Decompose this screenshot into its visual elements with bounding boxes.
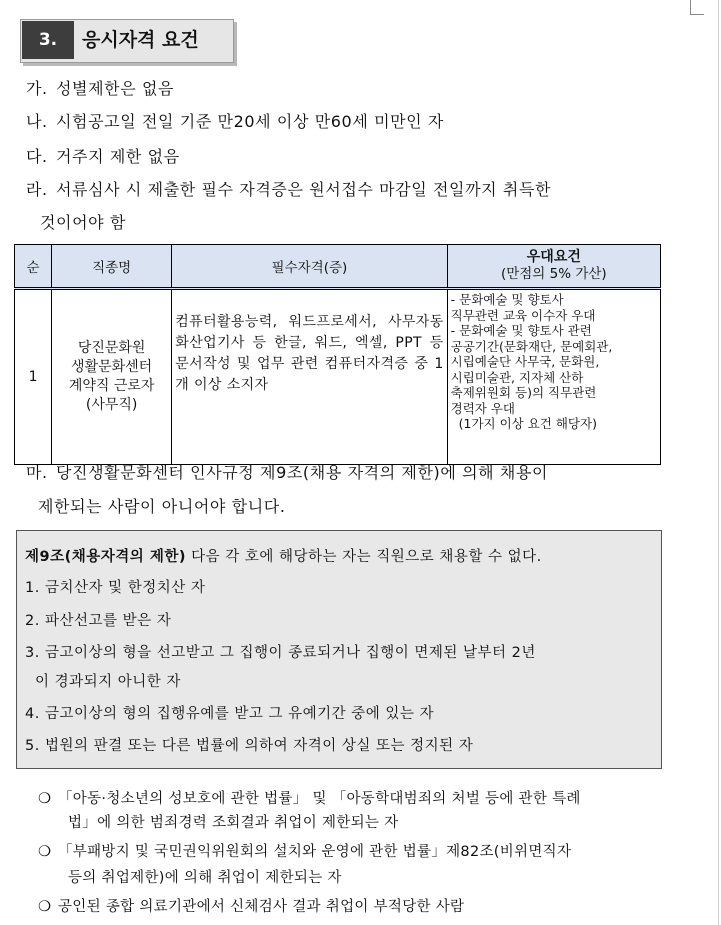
header-no: 순 xyxy=(15,245,52,289)
section-number: 3. xyxy=(22,21,74,59)
regulation-clause: 4. 금고이상의 형의 집행유예를 받고 그 유예기간 중에 있는 자 xyxy=(25,706,434,722)
item-marker: 라. xyxy=(26,180,48,199)
regulation-box xyxy=(16,530,662,769)
job-line: 당진문화원 xyxy=(77,340,146,356)
bullet-item xyxy=(38,840,571,861)
regulation-clause: 2. 파산선고를 받은 자 xyxy=(25,613,172,629)
header-benefit-sub: (만점의 5% 가산) xyxy=(500,266,607,282)
benefit-line: 시립예술단 사무국, 문화원, xyxy=(450,354,600,369)
cell-job xyxy=(52,289,172,465)
regulation-clause: 3. 금고이상의 형을 선고받고 그 집행이 종료되거나 집행이 면제된 날부터 2년 xyxy=(25,645,536,661)
requirement-item xyxy=(26,460,548,483)
section-title: 응시자격 요건 xyxy=(82,29,199,51)
benefit-line: 직무관련 교육 이수자 우대 xyxy=(450,307,596,323)
requirement-item xyxy=(26,76,174,99)
header-job: 직종명 xyxy=(52,245,172,289)
bullet-continuation: 법」에 의한 범죄경력 조회결과 취업이 제한되는 자 xyxy=(68,815,399,831)
margin-mark xyxy=(690,0,691,14)
benefit-line: 경력자 우대 xyxy=(450,400,515,416)
job-line: 생활문화센터 xyxy=(71,359,153,375)
item-text: 서류심사 시 제출한 필수 자격증은 원서접수 마감일 전일까지 취득한 xyxy=(56,180,552,199)
header-qualification: 필수자격(증) xyxy=(172,245,447,289)
regulation-clause: 5. 법원의 판결 또는 다른 법률에 의하여 자격이 상실 또는 정지된 자 xyxy=(25,738,474,754)
benefit-line: 시립미술관, 지자체 산하 xyxy=(450,369,584,385)
cell-qualification xyxy=(172,289,447,465)
bullet-text: 「부패방지 및 국민권익위원회의 설치와 운영에 관한 법률」제82조(비위면직자 xyxy=(58,844,572,860)
header-benefit xyxy=(447,245,660,289)
item-text: 성별제한은 없음 xyxy=(56,79,175,98)
header-benefit-title: 우대요건 xyxy=(526,249,581,265)
requirement-item xyxy=(26,177,551,200)
qualification-table xyxy=(14,244,661,465)
item-marker: 다. xyxy=(26,147,48,166)
item-marker: 마. xyxy=(26,463,48,482)
item-text: 거주지 제한 없음 xyxy=(56,147,180,166)
requirement-item xyxy=(26,144,180,167)
benefit-line: 축제위원회 등)의 직무관련 xyxy=(450,385,597,400)
bullet-text: 「아동·청소년의 성보호에 관한 법률」 및 「아동학대범죄의 처벌 등에 관한 특례 xyxy=(58,791,581,807)
item-continuation: 것이어야 함 xyxy=(40,213,126,232)
item-continuation: 제한되는 사람이 아니어야 합니다. xyxy=(38,497,286,516)
requirement-item xyxy=(26,109,444,132)
circle-bullet-icon: ❍ xyxy=(38,899,52,915)
table-header-row xyxy=(15,245,661,289)
cell-no: 1 xyxy=(15,289,52,465)
bullet-item xyxy=(38,787,581,808)
regulation-heading-rest: 다음 각 호에 해당하는 자는 직원으로 채용할 수 없다. xyxy=(185,549,542,565)
margin-mark xyxy=(690,14,704,15)
page-edge xyxy=(718,0,719,925)
regulation-clause: 1. 금치산자 및 한정치산 자 xyxy=(25,580,206,596)
item-text: 당진생활문화센터 인사규정 제9조(채용 자격의 제한)에 의해 채용이 xyxy=(56,463,549,482)
bullet-item xyxy=(38,895,464,916)
benefit-line: 공공기간(문화재단, 문예회관, xyxy=(450,338,613,354)
benefit-line: (1가지 이상 요건 해당자) xyxy=(458,416,597,431)
item-text: 시험공고일 전일 기준 만20세 이상 만60세 미만인 자 xyxy=(56,112,444,131)
table-row xyxy=(15,289,661,465)
bullet-continuation: 등의 취업제한)에 의해 취업이 제한되는 자 xyxy=(68,870,342,886)
item-marker: 가. xyxy=(26,79,48,98)
item-marker: 나. xyxy=(26,112,48,131)
benefit-line: - 문화예술 및 향토사 xyxy=(450,292,564,307)
regulation-heading-line xyxy=(25,545,542,566)
regulation-clause-cont: 이 경과되지 아니한 자 xyxy=(35,674,181,690)
benefit-line: - 문화예술 및 향토사 관련 xyxy=(450,323,592,338)
job-line: (사무직) xyxy=(85,397,138,413)
circle-bullet-icon: ❍ xyxy=(38,844,52,860)
regulation-heading: 제9조(채용자격의 제한) xyxy=(25,549,186,565)
cell-benefit xyxy=(447,289,660,465)
job-line: 계약직 근로자 xyxy=(68,378,155,394)
circle-bullet-icon: ❍ xyxy=(38,791,52,807)
qualification-text: 컴퓨터활용능력, 워드프로세서, 사무자동화산업기사 등 한글, 워드, 엑셀, PPT 등 문서작성 및 업무 관련 컴퓨터자격증 중 1개 이상 소지자 xyxy=(175,314,444,393)
bullet-text: 공인된 종합 의료기관에서 신체검사 결과 취업이 부적당한 사람 xyxy=(58,899,465,915)
